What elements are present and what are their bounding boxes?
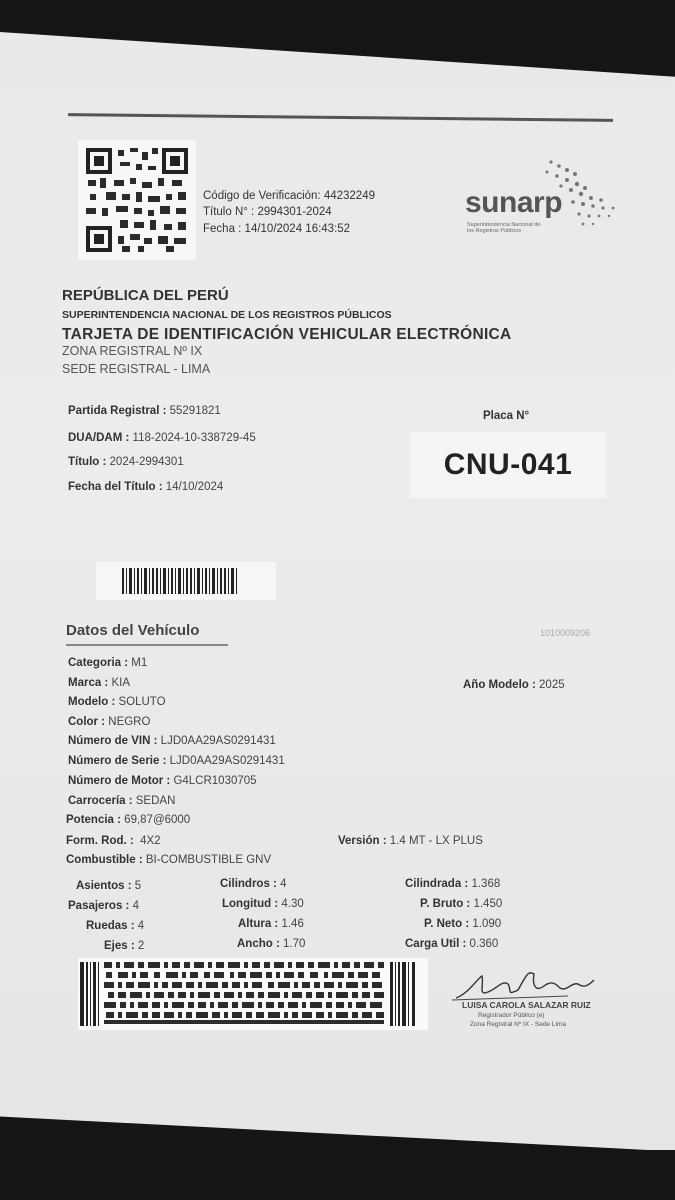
carga-util-value: 0.360 xyxy=(469,938,499,950)
modelo-label: Modelo : xyxy=(68,696,116,708)
registrar-name: LUISA CAROLA SALAZAR RUIZ xyxy=(462,1000,591,1010)
plate-number: CNU-041 xyxy=(443,448,573,481)
version-value: 1.4 MT - LX PLUS xyxy=(389,835,483,847)
header-title-number: Título N° : 2994301-2024 xyxy=(203,206,332,218)
dua-field xyxy=(68,432,256,444)
registrar-office: Zona Registral Nº IX - Sede Lima xyxy=(470,1021,566,1028)
qr-code-graphic xyxy=(86,148,188,252)
marca-value: KIA xyxy=(111,677,131,689)
small-barcode xyxy=(96,562,276,600)
registrar-role: Registrador Público (e) xyxy=(478,1012,545,1019)
pdf417-barcode xyxy=(78,958,428,1030)
partida-value: 55291821 xyxy=(169,405,221,417)
version-label: Versión : xyxy=(338,835,387,847)
header-date: Fecha : 14/10/2024 16:43:52 xyxy=(203,223,351,235)
version-field xyxy=(338,835,483,847)
categoria-label: Categoria : xyxy=(68,657,129,669)
ruedas-label: Ruedas : xyxy=(86,920,135,932)
altura-field xyxy=(238,918,304,930)
anio-label: Año Modelo : xyxy=(463,679,536,691)
titulo-value: 2024-2994301 xyxy=(109,456,184,468)
longitud-value: 4.30 xyxy=(281,898,304,910)
logo-subtitle: Superintendencia Nacional de los Registros Públicos xyxy=(467,222,541,234)
cilindros-value: 4 xyxy=(280,878,287,890)
republic-heading: REPÚBLICA DEL PERÚ xyxy=(62,287,229,304)
dua-value: 118-2024-10-338729-45 xyxy=(132,432,256,444)
altura-label: Altura : xyxy=(238,918,279,930)
ancho-value: 1.70 xyxy=(283,938,306,950)
partida-field xyxy=(68,405,221,417)
ruedas-field xyxy=(86,920,144,932)
peso-neto-field xyxy=(424,918,501,930)
asientos-value: 5 xyxy=(134,880,142,892)
pasajeros-value: 4 xyxy=(132,900,139,912)
agency-heading: SUPERINTENDENCIA NACIONAL DE LOS REGISTROS PÚBLICOS xyxy=(62,309,392,321)
potencia-field xyxy=(66,814,190,826)
carroceria-field xyxy=(68,795,175,807)
categoria-field xyxy=(68,657,147,669)
serie-value: LJD0AA29AS0291431 xyxy=(169,755,285,767)
cilindros-field xyxy=(220,878,286,890)
fecha-titulo-field xyxy=(68,481,223,493)
carroceria-value: SEDAN xyxy=(135,795,176,807)
peso-neto-value: 1.090 xyxy=(472,918,502,930)
potencia-value: 69,87@6000 xyxy=(124,814,191,826)
motor-label: Número de Motor : xyxy=(68,775,171,787)
cilindrada-value: 1.368 xyxy=(471,878,501,890)
vehicle-section-title: Datos del Vehículo xyxy=(66,622,200,639)
longitud-field xyxy=(222,898,304,910)
plate-box xyxy=(410,432,606,498)
serie-label: Número de Serie : xyxy=(68,755,167,767)
combustible-value: BI-COMBUSTIBLE GNV xyxy=(145,854,272,866)
motor-field xyxy=(68,775,257,787)
vin-label: Número de VIN : xyxy=(68,735,158,747)
form-rod-field xyxy=(66,835,161,847)
ruedas-value: 4 xyxy=(137,920,145,932)
pasajeros-label: Pasajeros : xyxy=(68,900,130,912)
marca-field xyxy=(68,677,130,689)
categoria-value: M1 xyxy=(131,657,148,669)
ejes-value: 2 xyxy=(137,940,145,952)
longitud-label: Longitud : xyxy=(222,898,279,910)
titulo-label: Título : xyxy=(68,456,107,468)
sunarp-logo xyxy=(465,158,625,238)
potencia-label: Potencia : xyxy=(66,814,121,826)
combustible-field xyxy=(66,854,271,866)
vin-field xyxy=(68,735,276,747)
carroceria-label: Carrocería : xyxy=(68,795,133,807)
registry-zone: ZONA REGISTRAL Nº IX xyxy=(62,344,203,358)
cilindrada-field xyxy=(405,878,500,890)
serie-field xyxy=(68,755,285,767)
document-title: TARJETA DE IDENTIFICACIÓN VEHICULAR ELECTRÓNICA xyxy=(62,326,512,343)
plate-label: Placa N° xyxy=(483,410,530,422)
dua-label: DUA/DAM : xyxy=(68,432,130,444)
registry-office: SEDE REGISTRAL - LIMA xyxy=(62,362,211,376)
vin-value: LJD0AA29AS0291431 xyxy=(160,735,276,747)
pasajeros-field xyxy=(68,900,139,912)
ancho-label: Ancho : xyxy=(237,938,280,950)
combustible-label: Combustible : xyxy=(66,854,143,866)
titulo-field xyxy=(68,456,184,468)
form-rod-label: Form. Rod. : xyxy=(66,835,134,847)
registrar-signature xyxy=(448,966,600,1036)
asientos-field xyxy=(76,880,141,892)
ancho-field xyxy=(237,938,305,950)
qr-code xyxy=(78,140,196,260)
small-barcode-graphic xyxy=(96,562,276,600)
peso-bruto-label: P. Bruto : xyxy=(420,898,471,910)
cilindros-label: Cilindros : xyxy=(220,878,277,890)
peso-neto-label: P. Neto : xyxy=(424,918,470,930)
altura-value: 1.46 xyxy=(281,918,304,930)
asientos-label: Asientos : xyxy=(76,880,132,892)
color-label: Color : xyxy=(68,716,106,728)
color-field xyxy=(68,716,150,728)
section-underline xyxy=(66,644,228,646)
partida-label: Partida Registral : xyxy=(68,405,167,417)
pdf417-barcode-graphic xyxy=(78,958,428,1030)
marca-label: Marca : xyxy=(68,677,109,689)
ejes-label: Ejes : xyxy=(104,940,135,952)
anio-value: 2025 xyxy=(539,679,565,691)
logo-wordmark: sunarp xyxy=(465,186,563,219)
motor-value: G4LCR1030705 xyxy=(173,775,257,787)
peso-bruto-value: 1.450 xyxy=(473,898,503,910)
fecha-titulo-label: Fecha del Título : xyxy=(68,481,163,493)
reference-code: 1010009206 xyxy=(540,628,591,638)
ejes-field xyxy=(104,940,144,952)
carga-util-label: Carga Util : xyxy=(405,938,467,950)
modelo-field xyxy=(68,696,166,708)
color-value: NEGRO xyxy=(108,716,151,728)
carga-util-field xyxy=(405,938,498,950)
fecha-titulo-value: 14/10/2024 xyxy=(165,481,224,493)
modelo-value: SOLUTO xyxy=(118,696,166,708)
anio-field xyxy=(463,679,565,691)
form-rod-value: 4X2 xyxy=(140,835,161,847)
cilindrada-label: Cilindrada : xyxy=(405,878,469,890)
verification-code: Código de Verificación: 44232249 xyxy=(203,190,375,202)
peso-bruto-field xyxy=(420,898,502,910)
